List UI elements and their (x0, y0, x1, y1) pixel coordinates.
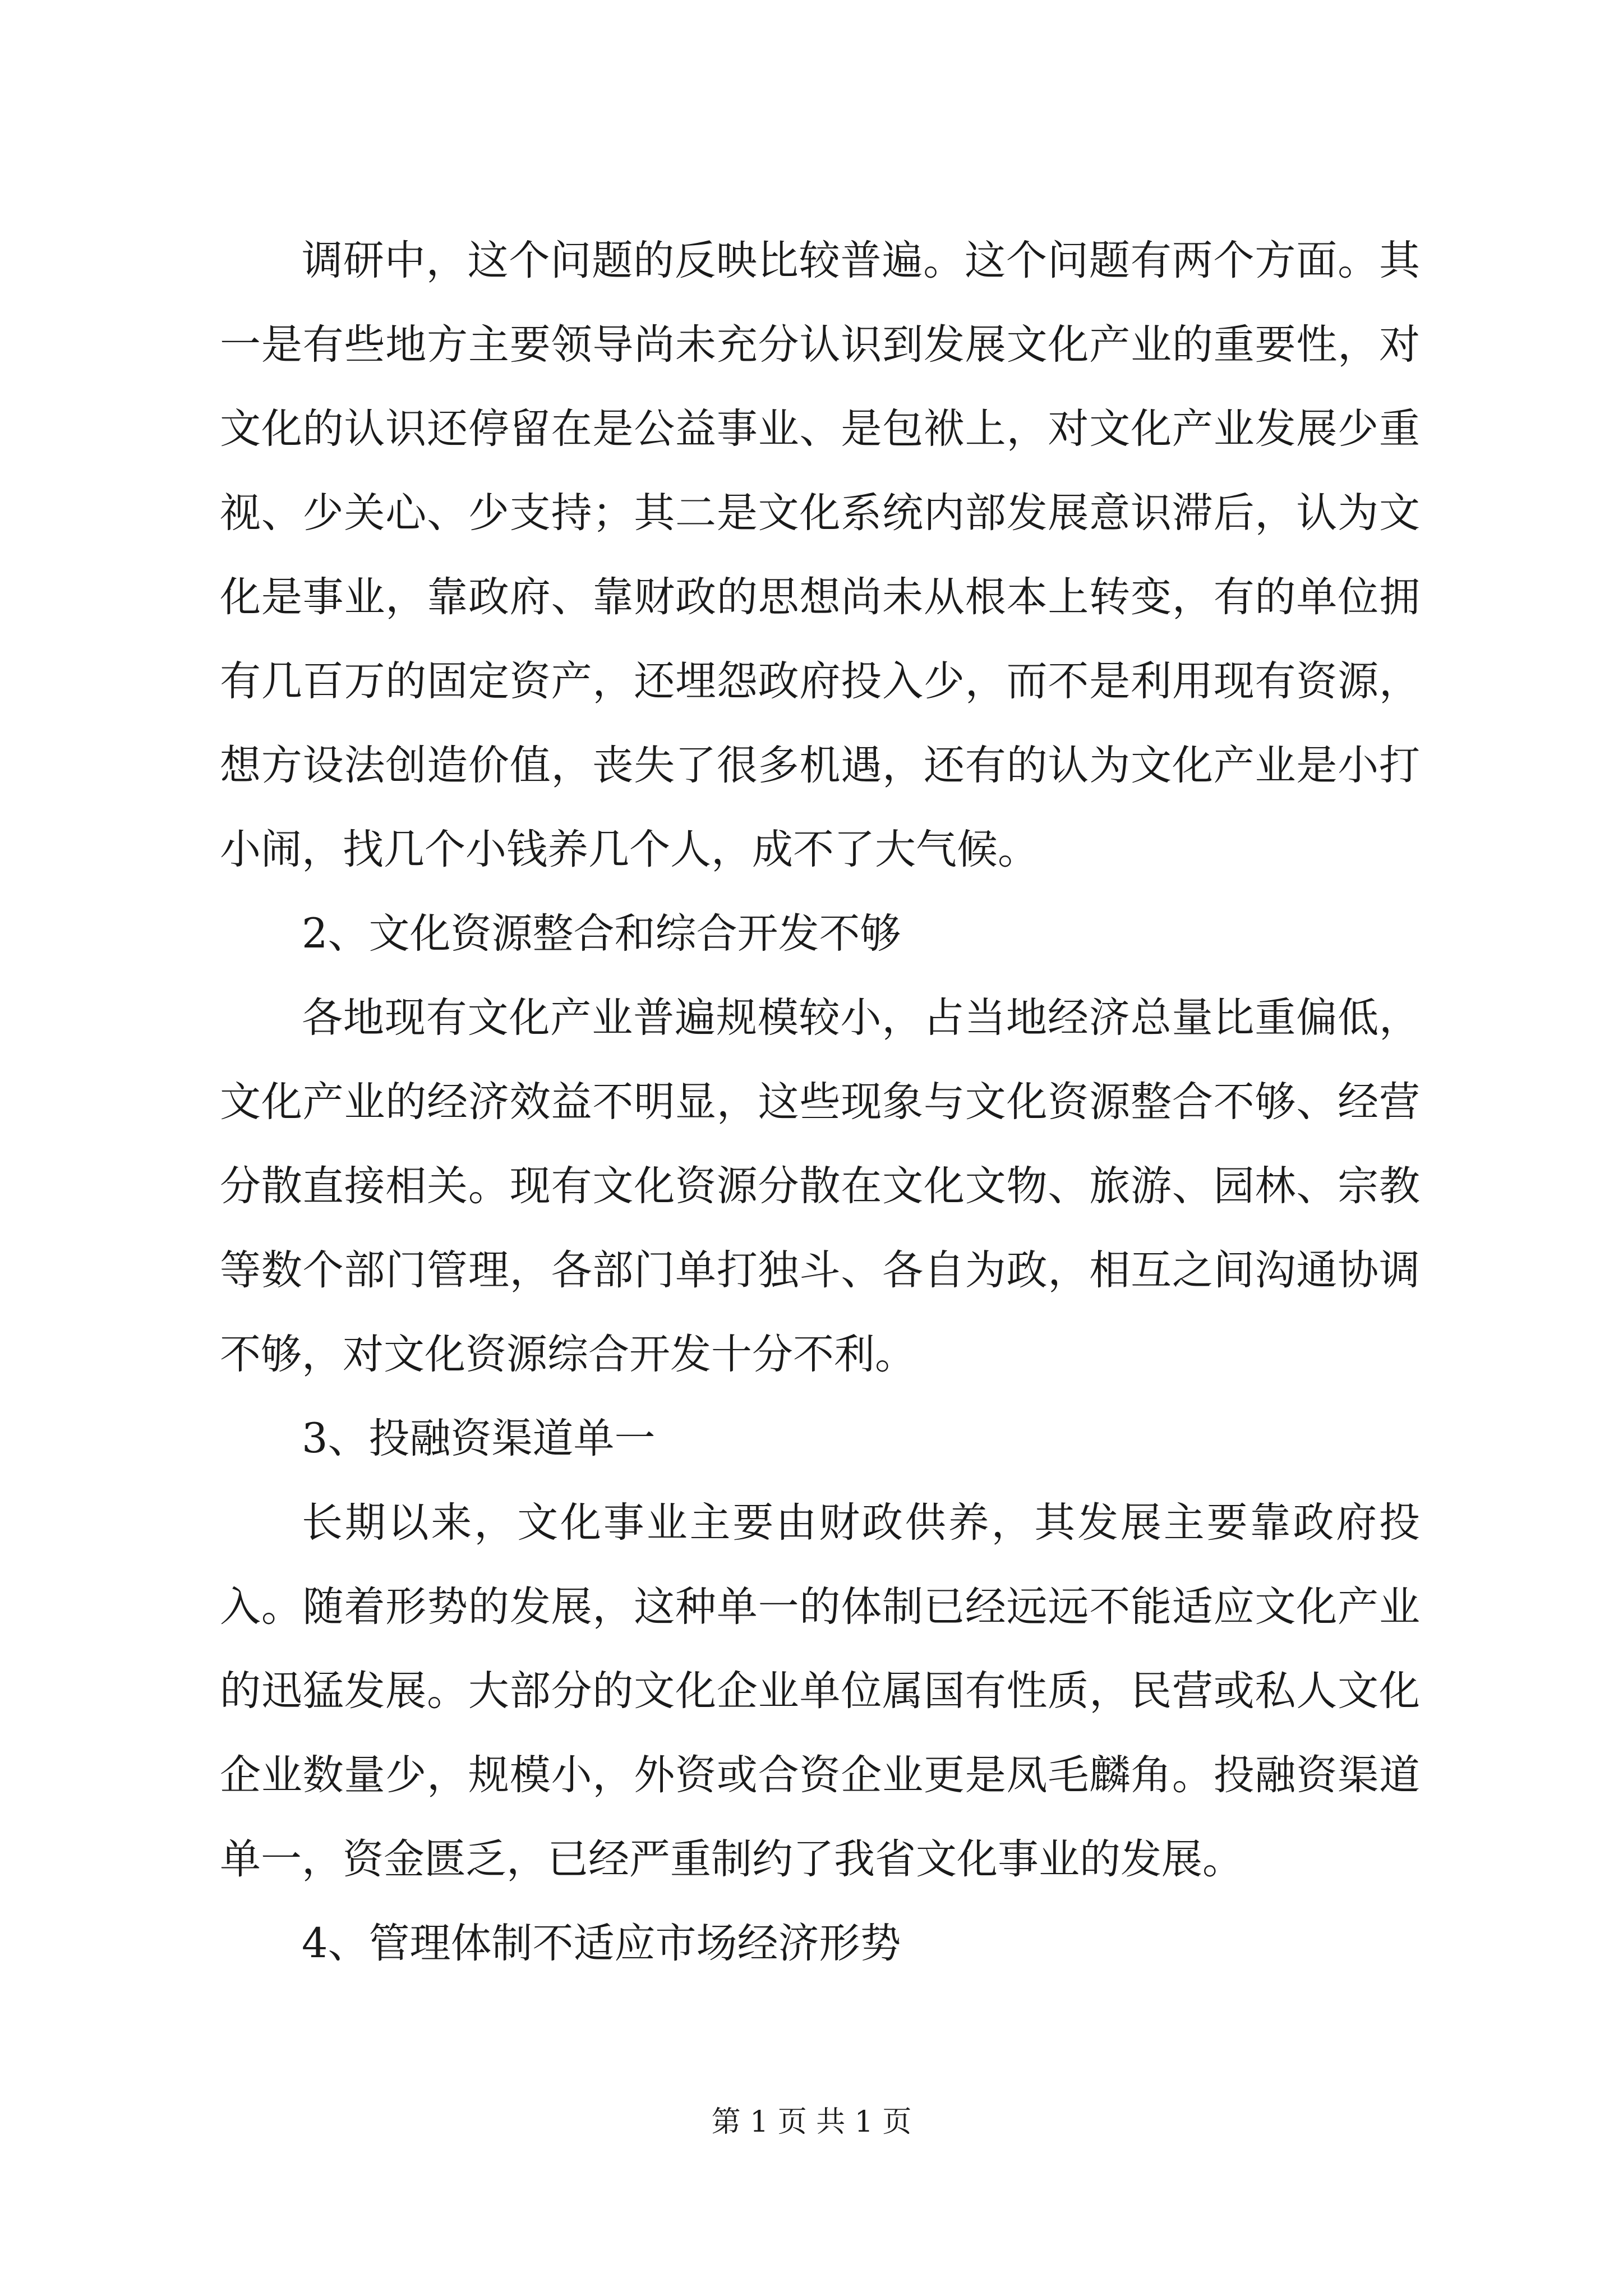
page-number-footer: 第 1 页 共 1 页 (711, 2105, 912, 2139)
paragraph-3: 长期以来，文化事业主要由财政供养，其发展主要靠政府投入。随着形势的发展，这种单一的体制已经远远不能适应文化产业的迅猛发展。大部分的文化企业单位属国有性质，民营或私人文化企业数量少，规模小，外资或合资企业更是凤毛麟角。投融资渠道单一，资金匮乏，已经严重制约了我省文化事业的发展。 (220, 1499, 1420, 1883)
section-heading-3: 3、投融资渠道单一 (302, 1415, 656, 1462)
paragraph-1: 调研中，这个问题的反映比较普遍。这个问题有两个方面。其一是有些地方主要领导尚未充分认识到发展文化产业的重要性，对文化的认识还停留在是公益事业、是包袱上，对文化产业发展少重视、少关心、少支持；其二是文化系统内部发展意识滞后，认为文化是事业，靠政府、靠财政的思想尚未从根本上转变，有的单位拥有几百万的固定资产，还埋怨政府投入少，而不是利用现有资源，想方设法创造价值，丧失了很多机遇，还有的认为文化产业是小打小闹，找几个小钱养几个人，成不了大气候。 (220, 237, 1420, 873)
section-heading-4: 4、管理体制不适应市场经济形势 (302, 1920, 901, 1967)
section-heading-2: 2、文化资源整合和综合开发不够 (302, 910, 901, 958)
paragraph-2: 各地现有文化产业普遍规模较小，占当地经济总量比重偏低，文化产业的经济效益不明显，这些现象与文化资源整合不够、经营分散直接相关。现有文化资源分散在文化文物、旅游、园林、宗教等数个部门管理，各部门单打独斗、各自为政，相互之间沟通协调不够，对文化资源综合开发十分不利。 (220, 994, 1420, 1378)
document-body (220, 219, 1420, 1986)
